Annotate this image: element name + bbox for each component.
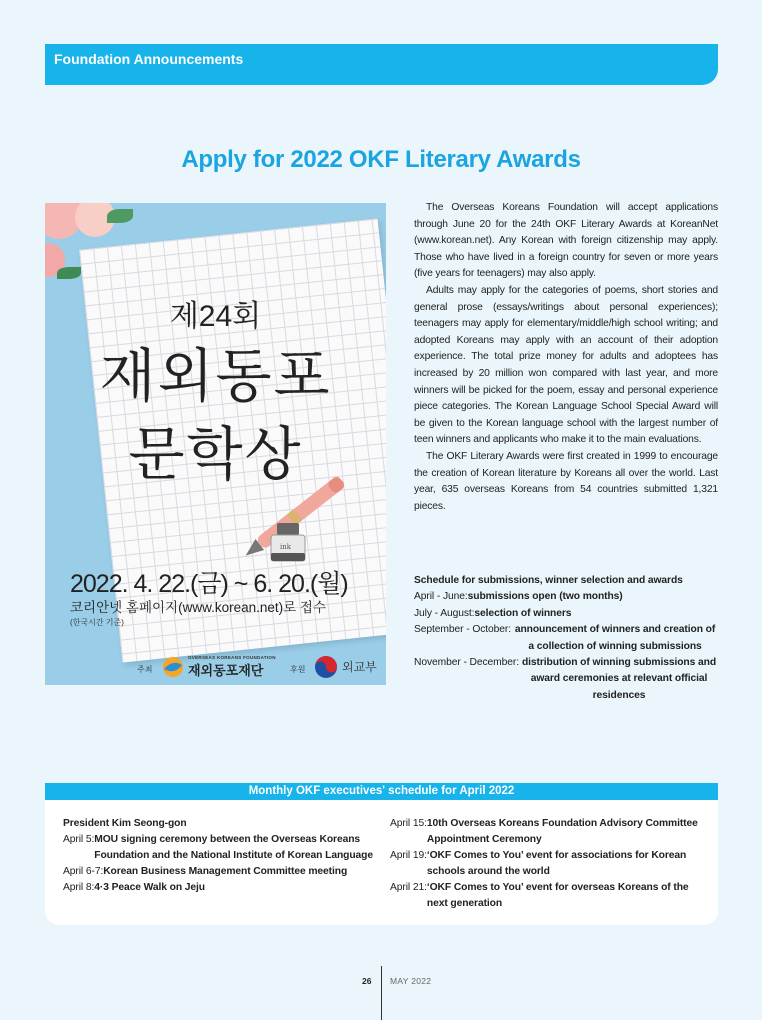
schedule-section <box>414 573 719 704</box>
poster-edition: 제24회 <box>169 300 262 333</box>
leaf-decoration <box>107 209 133 223</box>
schedule-item <box>414 589 719 605</box>
monthly-schedule-heading: Monthly OKF executives' schedule for April 2022 <box>45 783 718 800</box>
schedule-desc: selection of winners <box>474 607 572 619</box>
poster-host-name: 재외동포재단 <box>188 663 264 678</box>
schedule-entry <box>390 880 710 912</box>
article-paragraph: The Overseas Koreans Foundation will accept applications through June 20 for the 24th OKF Literary Awards at KoreanNet (www.korean.net). Any Korean with foreign citizenship may apply. Those who have lived in a foreign country for seven or more years (five years for teenagers) may also apply. <box>414 202 718 280</box>
schedule-entry <box>63 864 383 880</box>
entry-date: April 5: <box>63 834 95 845</box>
poster-sponsor-name: 외교부 <box>342 660 377 674</box>
schedule-period: July - August: <box>414 607 475 619</box>
monthly-left-column <box>63 816 383 896</box>
poster-sponsor-label: 후원 <box>290 665 306 674</box>
poster-title-line2: 문학상 <box>128 422 303 487</box>
schedule-period: November - December: <box>414 657 520 669</box>
entry-date: April 8: <box>63 882 95 893</box>
entry-date: April 6-7: <box>63 866 104 877</box>
schedule-desc: announcement of winners and creation of a collection of winning submissions <box>514 624 716 652</box>
entry-date: April 19: <box>390 850 427 861</box>
schedule-period: April - June: <box>414 591 468 603</box>
schedule-period: September - October: <box>414 624 512 636</box>
schedule-title: Schedule for submissions, winner selection and awards <box>414 575 683 586</box>
section-label: Foundation Announcements <box>54 51 244 67</box>
section-header-bar <box>45 44 718 85</box>
entry-text: 10th Overseas Koreans Foundation Advisory Committee Appointment Ceremony <box>426 818 698 845</box>
entry-text: ‘OKF Comes to You’ event for associations for Korean schools around the world <box>426 850 687 877</box>
schedule-entry <box>63 880 383 896</box>
schedule-item <box>414 655 719 704</box>
poster-timezone-note: (한국시간 기준) <box>70 618 124 627</box>
article-body <box>414 200 718 515</box>
page-number: 26 <box>362 976 372 986</box>
entry-date: April 15: <box>390 818 427 829</box>
poster-date: 2022. 4. 22.(금) ~ 6. 20.(월) <box>70 570 348 598</box>
monthly-right-column <box>390 816 710 912</box>
poster-host-subtitle: OVERSEAS KOREANS FOUNDATION <box>188 655 276 660</box>
poster-title-line1: 재외동포 <box>99 344 332 409</box>
ink-label: ink <box>280 543 291 551</box>
entry-date: April 21: <box>390 882 427 893</box>
schedule-entry <box>390 816 710 848</box>
monthly-schedule-box <box>45 783 718 925</box>
executive-name: President Kim Seong-gon <box>63 818 187 829</box>
entry-text: ‘OKF Comes to You’ event for overseas Koreans of the next generation <box>426 882 689 909</box>
schedule-desc: distribution of winning submissions and award ceremonies at relevant official residences <box>521 657 717 701</box>
poster-image <box>45 203 386 685</box>
entry-text: Korean Business Management Committee meeting <box>103 866 348 877</box>
schedule-item <box>414 606 719 622</box>
schedule-entry <box>390 848 710 880</box>
article-paragraph: The OKF Literary Awards were first created in 1999 to encourage the creation of Korean literature by Koreans all over the world. Last year, 635 overseas Koreans from 54 countries submitted 1,321 pieces. <box>414 450 718 512</box>
issue-date: MAY 2022 <box>390 976 432 986</box>
article-paragraph: Adults may apply for the categories of poems, short stories and general prose (essays/writings about personal experiences); teenagers may apply for elementary/middle/high school writing; and adopted Koreans may apply with an account of their adoption experience. The total prize money for adults and adoptees has increased by 20 million won compared with last year, and more winners will be picked for the poem, essay and personal experience piece categories. The Korean Language School Special Award will be given to the Korean language school with the largest number of teen winners and applicants who make it to the main evaluations. <box>414 284 718 446</box>
schedule-entry <box>63 832 383 864</box>
entry-text: 4·3 Peace Walk on Jeju <box>94 882 205 893</box>
taegeuk-logo-icon <box>313 654 339 680</box>
okf-logo-icon <box>161 655 185 679</box>
schedule-item <box>414 622 719 655</box>
schedule-desc: submissions open (two months) <box>467 591 623 603</box>
poster-site: 코리안넷 홈페이지(www.korean.net)로 접수 <box>70 600 326 615</box>
leaf-decoration <box>57 267 81 279</box>
article-title: Apply for 2022 OKF Literary Awards <box>181 146 581 173</box>
poster-host-label: 주최 <box>137 665 153 674</box>
entry-text: MOU signing ceremony between the Overseas Koreans Foundation and the National Institute of Korean Language <box>94 834 373 861</box>
ink-bottle-icon <box>267 521 309 565</box>
footer-divider <box>381 966 382 1020</box>
